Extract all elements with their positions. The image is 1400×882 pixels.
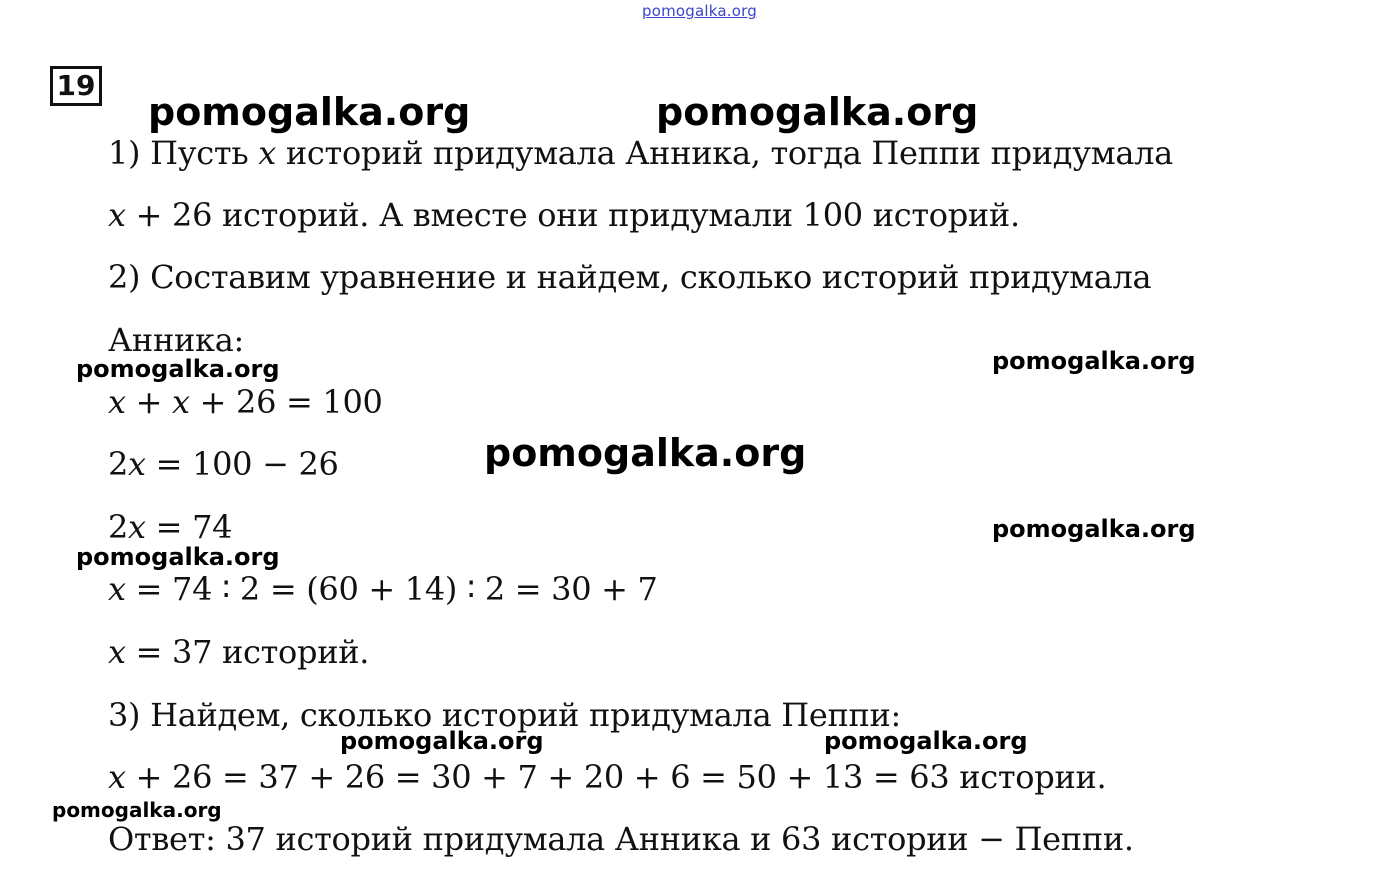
watermark: pomogalka.org: [148, 90, 471, 134]
equation-line-1: 𝑥 + 𝑥 + 26 = 100: [108, 383, 383, 421]
watermark: pomogalka.org: [824, 727, 1028, 755]
solution-line-step3: 3) Найдем, сколько историй придумала Пеппи:: [108, 696, 902, 734]
watermark: pomogalka.org: [656, 90, 979, 134]
solution-line-3: 2) Составим уравнение и найдем, сколько историй придумала: [108, 258, 1152, 296]
watermark: pomogalka.org: [340, 727, 544, 755]
answer-line: Ответ: 37 историй придумала Анника и 63 истории − Пеппи.: [108, 820, 1134, 858]
equation-line-2: 2𝑥 = 100 − 26: [108, 445, 339, 483]
watermark-top-link[interactable]: pomogalka.org: [642, 2, 757, 20]
watermark: pomogalka.org: [992, 347, 1196, 375]
solution-line-1: 1) Пусть 𝑥 историй придумала Анника, тогда Пеппи придумала: [108, 134, 1173, 172]
watermark: pomogalka.org: [52, 798, 222, 822]
equation-line-3: 2𝑥 = 74: [108, 508, 233, 546]
equation-line-6: 𝑥 + 26 = 37 + 26 = 30 + 7 + 20 + 6 = 50 + 13 = 63 истории.: [108, 758, 1107, 796]
equation-line-5: 𝑥 = 37 историй.: [108, 633, 370, 671]
watermark: pomogalka.org: [484, 431, 807, 475]
watermark: pomogalka.org: [76, 543, 280, 571]
solution-line-2: 𝑥 + 26 историй. А вместе они придумали 100 историй.: [108, 196, 1020, 234]
watermark: pomogalka.org: [992, 515, 1196, 543]
solution-line-4: Анника:: [108, 321, 244, 359]
watermark: pomogalka.org: [76, 355, 280, 383]
problem-number: 19: [50, 66, 102, 106]
equation-line-4: 𝑥 = 74 ∶ 2 = (60 + 14) ∶ 2 = 30 + 7: [108, 570, 658, 608]
